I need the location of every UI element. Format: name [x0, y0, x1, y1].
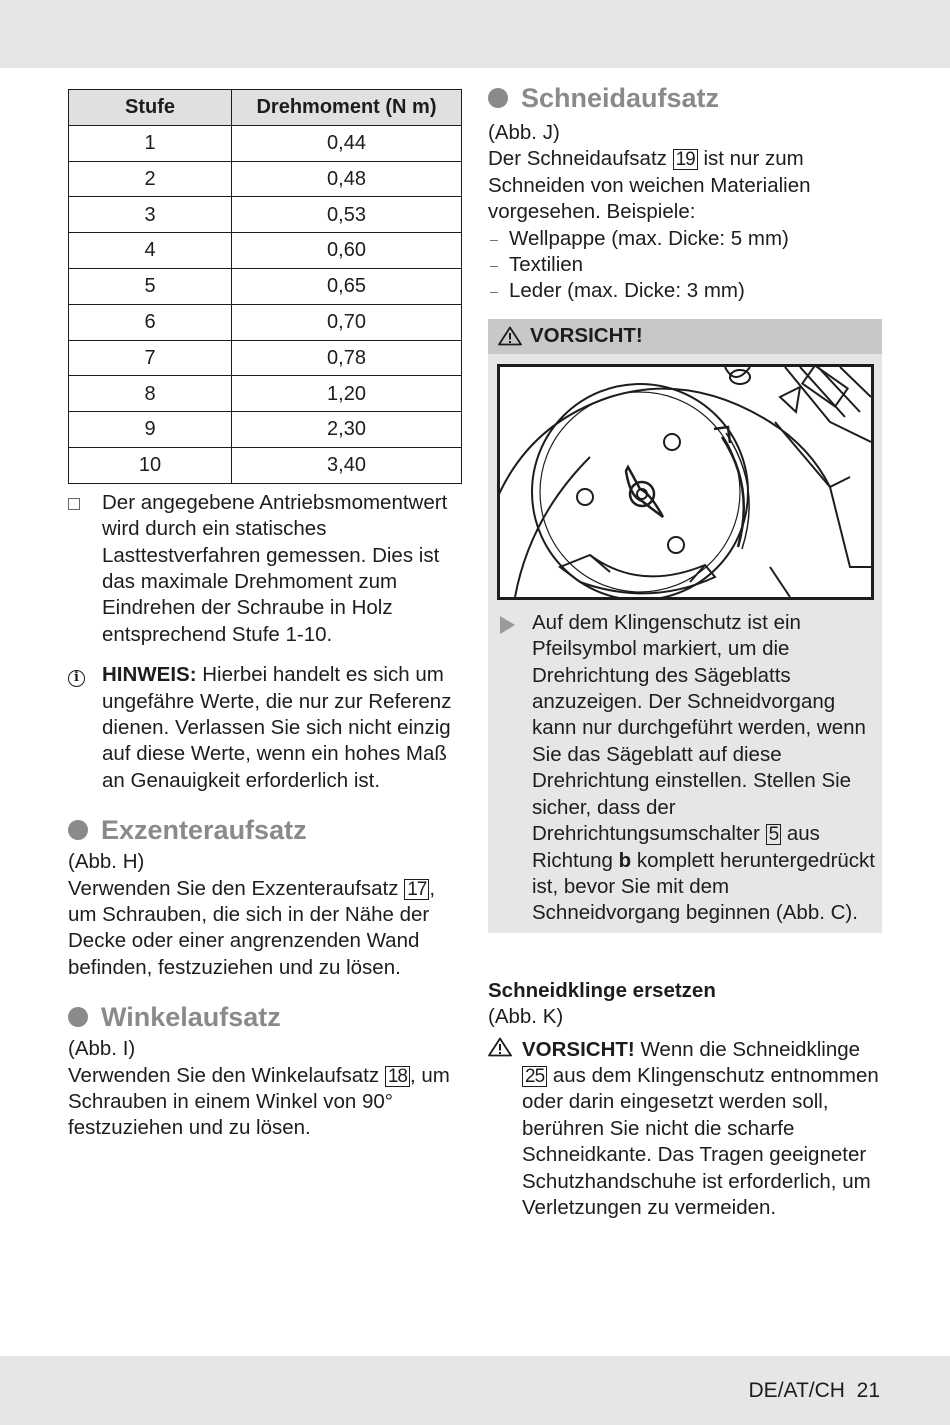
table-header-row	[69, 90, 462, 126]
table-cell: 2	[69, 161, 232, 197]
hint-label: HINWEIS:	[102, 663, 197, 687]
warning-title: VORSICHT!	[530, 324, 643, 348]
blade-guard-drawing	[500, 367, 871, 597]
page-footer	[749, 1378, 880, 1404]
table-cell: 0,65	[232, 268, 462, 304]
page-number: 21	[856, 1379, 880, 1402]
hint-text: Hierbei handelt es sich um ungefähre Werte, die nur zur Referenz dienen. Verlassen Sie sich nicht einzig auf diese Werte, wenn ein hohes Maß an Genauigkeit erforderlich ist.	[102, 663, 452, 792]
table-row	[69, 197, 462, 233]
table-row	[69, 268, 462, 304]
table-row	[69, 376, 462, 412]
right-column	[488, 82, 882, 1221]
cutting-blade-illustration	[497, 364, 874, 600]
warning-header	[488, 319, 882, 354]
section-title: Winkelaufsatz	[101, 1002, 281, 1033]
section-title: Schneidaufsatz	[521, 83, 720, 113]
table-cell: 3	[69, 197, 232, 233]
table-row	[69, 340, 462, 376]
table-row	[69, 412, 462, 448]
schneid-paragraph	[488, 146, 882, 225]
exzenter-paragraph	[68, 876, 463, 982]
blade-warning-item	[488, 1037, 882, 1222]
table-cell: 8	[69, 376, 232, 412]
table-cell: 4	[69, 233, 232, 269]
table-cell: 10	[69, 447, 232, 483]
section-heading-schneid	[488, 82, 882, 114]
table-row	[69, 233, 462, 269]
hint-paragraph	[102, 662, 463, 794]
table-header-cell: Stufe	[69, 90, 232, 126]
hint-item	[68, 662, 463, 794]
table-cell: 0,44	[232, 125, 462, 161]
table-cell: 0,60	[232, 233, 462, 269]
table-cell: 0,53	[232, 197, 462, 233]
section-title: Exzenteraufsatz	[101, 815, 307, 846]
blade-warning-paragraph	[522, 1037, 882, 1222]
table-cell: 7	[69, 340, 232, 376]
part-number-ref: 5	[766, 824, 782, 845]
warning-label: VORSICHT!	[522, 1037, 635, 1061]
materials-list	[488, 226, 882, 305]
table-row	[69, 447, 462, 483]
subsection-title: Schneidklinge ersetzen	[488, 978, 716, 1002]
table-cell: 6	[69, 304, 232, 340]
paragraph-text: aus Richtung	[532, 822, 820, 872]
figure-reference: (Abb. I)	[68, 1037, 136, 1061]
paragraph-text: Verwenden Sie den Winkelaufsatz	[68, 1063, 385, 1087]
table-row	[69, 161, 462, 197]
paragraph-text: Verwenden Sie den Exzenteraufsatz	[68, 876, 405, 900]
table-cell: 0,70	[232, 304, 462, 340]
list-item: – Wellpappe (max. Dicke: 5 mm)	[488, 226, 882, 252]
table-cell: 0,48	[232, 161, 462, 197]
paragraph-text: aus dem Klingenschutz entnommen oder darin eingesetzt werden soll, berühren Sie nicht die scharfe Schneidkante. Das Tragen geeigneter Schutzhandschuhe ist erforderlich, um Verletzungen zu vermeiden.	[522, 1063, 879, 1219]
table-cell: 5	[69, 268, 232, 304]
torque-table	[68, 89, 462, 484]
section-dot-icon	[68, 820, 88, 840]
figure-reference: (Abb. J)	[488, 121, 560, 144]
paragraph-text: Der Schneidaufsatz	[488, 147, 673, 171]
paragraph-text: , um Schrauben, die sich in der Nähe der Decke oder einer angrenzenden Wand befinden, festzuziehen und zu lösen.	[68, 876, 436, 979]
part-number-ref: 18	[385, 1066, 410, 1087]
arrow-bullet-icon	[500, 616, 515, 634]
section-dot-icon	[488, 88, 508, 108]
figure-reference: (Abb. H)	[68, 850, 145, 874]
warning-triangle-icon	[498, 326, 522, 346]
table-cell: 1,20	[232, 376, 462, 412]
section-heading-exzenter	[68, 814, 463, 846]
winkel-paragraph	[68, 1063, 463, 1142]
table-cell: 3,40	[232, 447, 462, 483]
paragraph-text: komplett heruntergedrückt ist, bevor Sie mit dem Schneidvorgang beginnen (Abb. C).	[532, 848, 875, 925]
warning-instruction	[488, 600, 882, 933]
table-cell: 0,78	[232, 340, 462, 376]
table-header-cell: Drehmoment (N m)	[232, 90, 462, 126]
table-cell: 2,30	[232, 412, 462, 448]
note-item	[68, 490, 463, 648]
locale-label: DE/AT/CH	[748, 1379, 845, 1402]
info-icon: i	[68, 662, 92, 688]
warning-paragraph	[532, 610, 876, 927]
left-column	[68, 89, 463, 1142]
direction-label: b	[618, 848, 632, 872]
part-number-ref: 17	[404, 879, 429, 900]
table-cell: 9	[69, 412, 232, 448]
list-item: – Leder (max. Dicke: 3 mm)	[488, 278, 882, 304]
part-number-ref: 25	[522, 1066, 547, 1087]
warning-box	[488, 319, 882, 933]
list-item: – Textilien	[488, 252, 882, 278]
top-bar	[0, 0, 950, 68]
table-row	[69, 125, 462, 161]
paragraph-text: Auf dem Klingenschutz ist ein Pfeilsymbol markiert, um die Drehrichtung des Sägeblatts anzuzeigen. Der Schneidvorgang kann nur durchgeführt werden, wenn Sie das Sägeblatt auf diese Drehrichtung einstellen. Stellen Sie sicher, dass der Drehrichtungsumschalter	[532, 610, 866, 846]
section-heading-winkel	[68, 1001, 463, 1033]
section-dot-icon	[68, 1007, 88, 1027]
note-text: Der angegebene Antriebsmomentwert wird durch ein statisches Lasttestverfahren gemessen. Dies ist das maximale Drehmoment zum Eindrehen der Schraube in Holz entsprechend Stufe 1-10.	[102, 490, 448, 646]
table-cell: 1	[69, 125, 232, 161]
warning-triangle-icon	[488, 1037, 512, 1064]
paragraph-text: , um Schrauben in einem Winkel von 90° festzuziehen und zu lösen.	[68, 1063, 450, 1140]
paragraph-text: Wenn die Schneidklinge	[634, 1037, 861, 1061]
table-row	[69, 304, 462, 340]
part-number-ref: 19	[673, 149, 698, 170]
paragraph-text: ist nur zum Schneiden von weichen Materialien vorgesehen. Beispiele:	[488, 147, 811, 224]
square-bullet-icon	[68, 490, 92, 517]
figure-reference: (Abb. K)	[488, 1005, 564, 1029]
